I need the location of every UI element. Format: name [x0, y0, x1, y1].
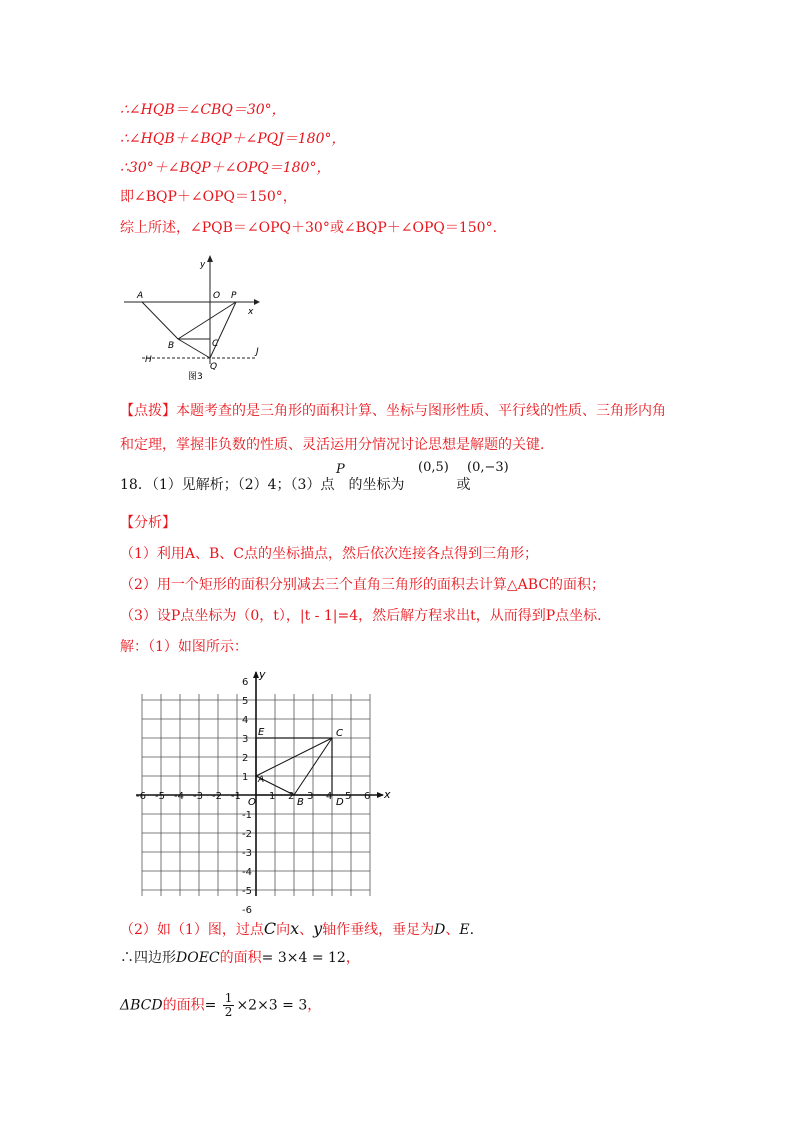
triangle-bcd: ΔBCD	[120, 997, 163, 1014]
x-tick-label: 3	[307, 791, 314, 802]
fig3-label-x: x	[248, 307, 254, 317]
part2-text-a: （2）如（1）图，过点	[120, 922, 264, 938]
fig3-label-h: H	[145, 355, 152, 365]
part2-line-2	[120, 949, 360, 967]
point-d: D	[434, 922, 446, 938]
fig3-label-o: O	[213, 291, 221, 301]
q18-main: 18．（1）见解析；（2）4；（3）点	[120, 477, 335, 493]
x-tick-label: 2	[288, 791, 295, 802]
fig3-label-a: A	[137, 291, 144, 301]
fraction-numerator: 1	[224, 991, 233, 1005]
analysis-line-3: （3）设P点坐标为（0，t），|t - 1|=4，然后解方程求出t，从而得到P点坐标.	[120, 608, 602, 624]
analysis-line-1: （1）利用A、B、C点的坐标描点，然后依次连接各点得到三角形；	[120, 546, 539, 562]
x-tick-label: 6	[364, 791, 371, 802]
solution-line-1: 解：（1）如图所示：	[120, 639, 248, 655]
part2-l2-calc: = 3×4 = 12	[261, 950, 346, 966]
y-tick-label: 1	[242, 772, 249, 783]
x-tick-label: -4	[174, 791, 184, 802]
analysis-line-2: （2）用一个矩形的面积分别减去三个直角三角形的面积去计算△ABC的面积；	[120, 577, 606, 593]
fig3-label-p: P	[231, 291, 237, 301]
y-tick-label: 3	[242, 734, 249, 745]
part2-line-1	[120, 920, 474, 939]
x-tick-label: -6	[136, 791, 146, 802]
fraction-denominator: 2	[224, 1005, 233, 1019]
y-tick-label: -2	[242, 829, 252, 840]
part2-text-e: 、	[445, 922, 460, 938]
q18-coord-1: (0,5)	[418, 460, 449, 475]
proof-line-2: ∴∠HQB＋∠BQP＋∠PQJ＝180°，	[120, 131, 346, 147]
dianbo-line-1: 【点拨】本题考查的是三角形的面积计算、坐标与图形性质、平行线的性质、三角形内角	[120, 403, 666, 419]
proof-conclusion: 综上所述，∠PQB＝∠OPQ＋30°或∠BQP＋∠OPQ＝150°.	[120, 220, 498, 236]
part2-l2-prefix: ∴四边形	[120, 950, 176, 966]
q18-coord-2: (0,−3)	[467, 460, 509, 475]
axis-y-symbol: y	[313, 919, 323, 938]
part2-l2-area: 的面积	[219, 950, 262, 966]
x-tick-label: -3	[193, 791, 203, 802]
x-tick-label: -2	[212, 791, 222, 802]
axis-x-symbol: x	[290, 919, 300, 938]
part2-text-b: 向	[276, 922, 291, 938]
part2-l3-calc: ×2×3 = 3	[236, 997, 308, 1014]
dianbo-line-2: 和定理，掌握非负数的性质、灵活运用分情况讨论思想是解题的关键.	[120, 437, 545, 453]
x-tick-label: 1	[269, 791, 276, 802]
grid-x-arrow	[377, 792, 384, 798]
x-tick-label: -1	[231, 791, 241, 802]
q18-or: 或	[456, 477, 471, 493]
y-tick-label: -6	[242, 905, 252, 916]
y-tick-label: 2	[242, 753, 249, 764]
fig3-label-y: y	[200, 260, 206, 270]
part2-text-d: 轴作垂线，垂足为	[322, 922, 435, 938]
analysis-title: 【分析】	[120, 515, 176, 531]
grid-label-e: E	[258, 727, 265, 738]
y-tick-label: 6	[242, 677, 249, 688]
grid-label-b: B	[297, 797, 304, 808]
y-tick-label: -4	[242, 867, 252, 878]
grid-label-o: O	[248, 797, 256, 808]
part2-line-3	[120, 992, 321, 1019]
proof-line-4: 即∠BQP＋∠OPQ＝150°，	[120, 189, 297, 205]
seg-ab	[142, 302, 178, 339]
y-tick-label: -3	[242, 848, 252, 859]
seg-bq	[178, 339, 210, 358]
q18-mid: 的坐标为	[348, 477, 405, 493]
y-arrow	[207, 255, 213, 262]
part2-text-c: 、	[299, 922, 314, 938]
grid-label-y: y	[259, 668, 266, 681]
grid-label-d: D	[336, 797, 344, 808]
x-tick-label: 5	[345, 791, 352, 802]
fig3-label-q: Q	[210, 362, 218, 372]
x-tick-label: 4	[326, 791, 333, 802]
point-e: E	[459, 922, 470, 938]
fig3-label-c: C	[212, 339, 219, 349]
grid-label-x: x	[384, 788, 391, 801]
quad-doec: DOEC	[176, 950, 220, 966]
part2-text-f: .	[469, 922, 475, 938]
fig3-caption: 图3	[188, 372, 203, 382]
q18-answer	[120, 476, 470, 494]
y-tick-label: 4	[242, 715, 249, 726]
fig3-label-b: B	[168, 341, 175, 351]
fig3-label-j: J	[256, 347, 259, 357]
grid-label-c: C	[336, 728, 343, 739]
part2-l3-comma: ，	[307, 997, 322, 1014]
part2-l3-area: 的面积	[162, 997, 205, 1014]
y-tick-label: -5	[242, 886, 252, 897]
fraction-half	[223, 992, 235, 1019]
part2-l3-eq: =	[204, 997, 221, 1014]
coordinate-grid-figure	[120, 668, 400, 916]
figure-3	[118, 252, 268, 382]
grid-label-a: A	[258, 775, 265, 785]
x-arrow	[254, 299, 260, 305]
q18-p-symbol: P	[336, 462, 345, 477]
point-c: C	[263, 919, 277, 938]
y-tick-label: 5	[242, 696, 249, 707]
proof-line-3: ∴30°＋∠BQP＋∠OPQ＝180°，	[120, 160, 331, 176]
proof-line-1: ∴∠HQB＝∠CBQ＝30°，	[120, 102, 286, 118]
y-tick-label: -1	[242, 810, 252, 821]
part2-l2-comma: ，	[345, 950, 360, 966]
x-tick-label: -5	[155, 791, 165, 802]
